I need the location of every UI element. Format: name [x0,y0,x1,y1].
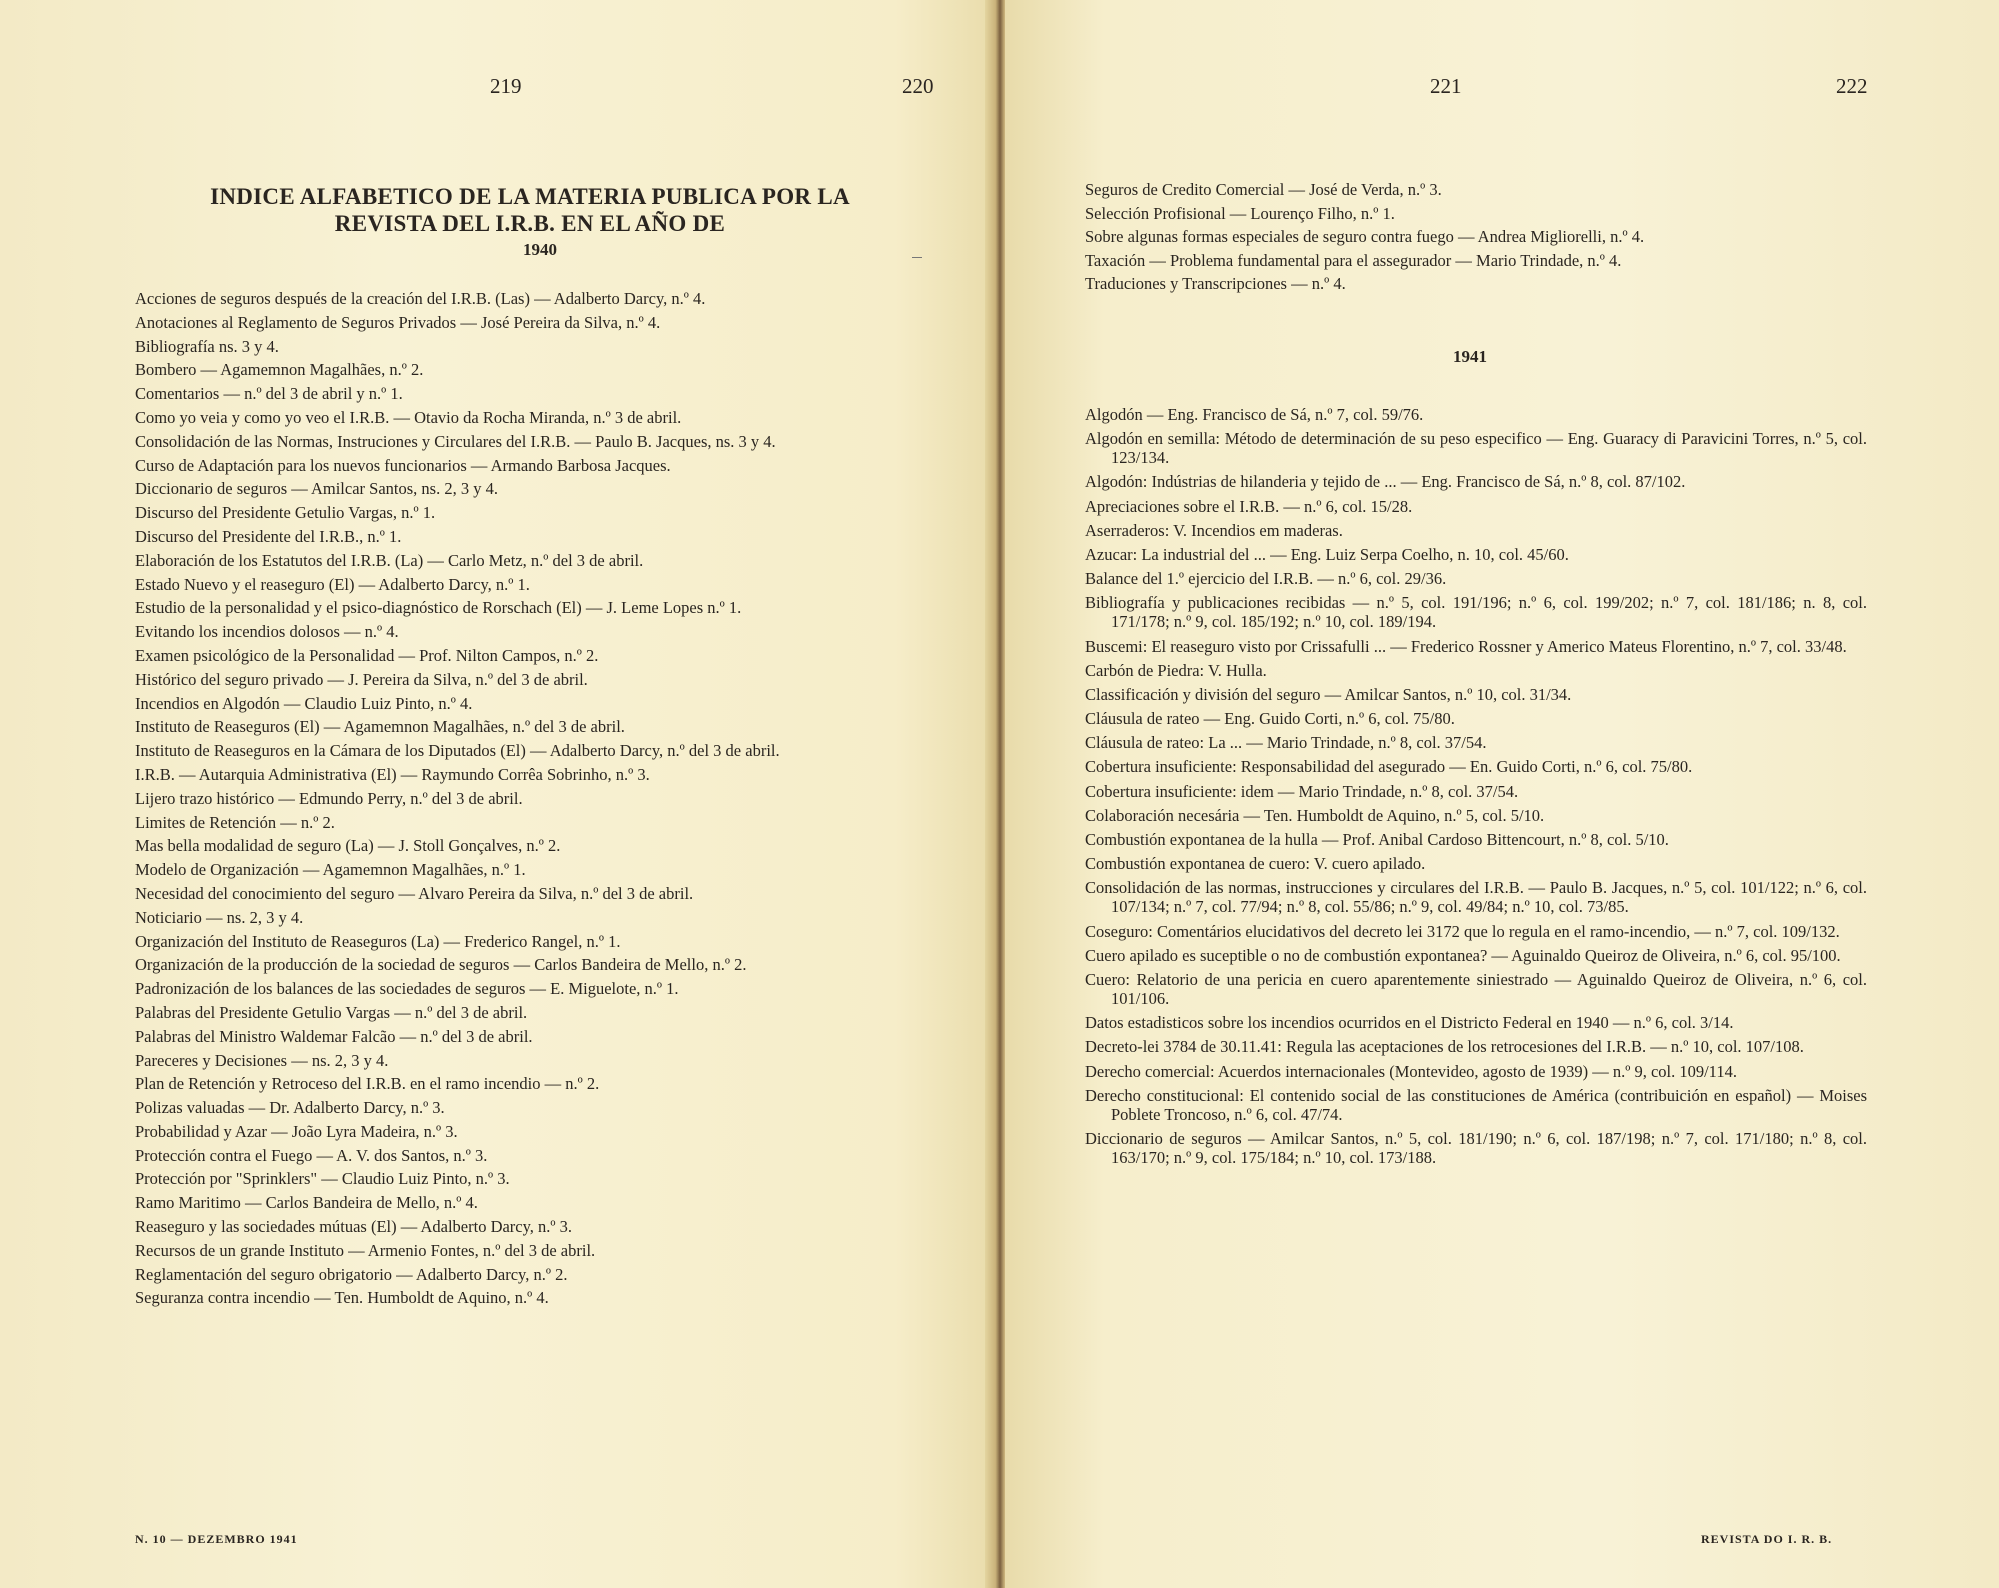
index-entry: Cláusula de rateo: La ... — Mario Trindade, n.º 8, col. 37/54. [1085,733,1487,753]
index-entry: Palabras del Presidente Getulio Vargas — n.º del 3 de abril. [135,1002,528,1022]
index-entry: Plan de Retención y Retroceso del I.R.B. en el ramo incendio — n.º 2. [135,1074,600,1094]
footer-issue: N. 10 — DEZEMBRO 1941 [135,1532,298,1546]
page-number-219: 219 [490,74,522,98]
index-entry: Algodón: Indústrias de hilanderia y tejido de ... — Eng. Francisco de Sá, n.º 8, col. 87/102. [1085,472,1686,492]
index-entry: Histórico del seguro privado — J. Pereira da Silva, n.º del 3 de abril. [135,669,588,689]
index-entry: Aserraderos: V. Incendios em maderas. [1085,520,1343,540]
index-entry: Seguros de Credito Comercial — José de Verda, n.º 3. [1085,180,1442,199]
index-entry: Combustión expontanea de cuero: V. cuero apilado. [1085,854,1426,874]
index-entry: Palabras del Ministro Waldemar Falcão — n.º del 3 de abril. [135,1026,533,1046]
index-entry: Classificación y división del seguro — Amilcar Santos, n.º 10, col. 31/34. [1085,684,1572,704]
index-entry: Curso de Adaptación para los nuevos funcionarios — Armando Barbosa Jacques. [135,455,671,475]
index-entry: Organización de la producción de la sociedad de seguros — Carlos Bandeira de Mello, n.º 2. [135,955,747,975]
index-entry: Protección contra el Fuego — A. V. dos Santos, n.º 3. [135,1145,488,1165]
index-title [150,183,910,237]
index-entry: Necesidad del conocimiento del seguro — Alvaro Pereira da Silva, n.º del 3 de abril. [135,883,694,903]
left-page [0,0,995,1588]
index-entry: Cuero: Relatorio de una pericia en cuero aparentemente siniestrado — Aguinaldo Queiroz de Oliveira, n.º 6, col. 101/106. [1085,969,1867,1008]
index-entry: Protección por "Sprinklers" — Claudio Luiz Pinto, n.º 3. [135,1169,510,1189]
page-number-221: 221 [1430,74,1462,98]
footer-journal: REVISTA DO I. R. B. [1701,1532,1833,1546]
index-entry: Estado Nuevo y el reaseguro (El) — Adalberto Darcy, n.º 1. [135,574,530,594]
index-entry: Buscemi: El reaseguro visto por Crissafulli ... — Frederico Rossner y Americo Mateus Florentino, n.º 7, col. 33/48. [1085,636,1847,656]
index-entry: Cláusula de rateo — Eng. Guido Corti, n.º 6, col. 75/80. [1085,709,1455,729]
index-entry: Decreto-lei 3784 de 30.11.41: Regula las aceptaciones de los retrocesiones del I.R.B. — n.º 10, col. 107/108. [1085,1037,1804,1057]
index-entry: Instituto de Reaseguros en la Cámara de los Diputados (El) — Adalberto Darcy, n.º del 3 de abril. [135,741,780,761]
index-entry: Reglamentación del seguro obrigatorio — Adalberto Darcy, n.º 2. [135,1264,568,1284]
index-title-line-1: INDICE ALFABETICO DE LA MATERIA PUBLICA POR LA [210,184,850,209]
index-entry: Coseguro: Comentários elucidativos del decreto lei 3172 que lo regula en el ramo-incendio, — n.º 7, col. 109/132. [1085,921,1840,941]
index-entry: Acciones de seguros después de la creación del I.R.B. (Las) — Adalberto Darcy, n.º 4. [135,289,706,308]
index-entry: Carbón de Piedra: V. Hulla. [1085,660,1267,680]
index-entry: Elaboración de los Estatutos del I.R.B. (La) — Carlo Metz, n.º del 3 de abril. [135,550,644,570]
index-entry: Sobre algunas formas especiales de seguro contra fuego — Andrea Migliorelli, n.º 4. [1085,227,1645,246]
index-entry: Probabilidad y Azar — João Lyra Madeira, n.º 3. [135,1121,458,1141]
index-entry: Padronización de los balances de las sociedades de seguros — E. Miguelote, n.º 1. [135,979,679,999]
index-entry: Recursos de un grande Instituto — Armenio Fontes, n.º del 3 de abril. [135,1240,596,1260]
index-entry: Incendios en Algodón — Claudio Luiz Pinto, n.º 4. [135,693,473,713]
index-entry: Bombero — Agamemnon Magalhães, n.º 2. [135,360,424,380]
index-entry: Discurso del Presidente del I.R.B., n.º 1. [135,526,402,546]
index-entry: Polizas valuadas — Dr. Adalberto Darcy, n.º 3. [135,1098,445,1118]
index-entry: I.R.B. — Autarquia Administrativa (El) — Raymundo Corrêa Sobrinho, n.º 3. [135,764,650,784]
index-entry: Reaseguro y las sociedades mútuas (El) — Adalberto Darcy, n.º 3. [135,1217,573,1237]
right-page [1005,0,1999,1588]
index-entry: Lijero trazo histórico — Edmundo Perry, n.º del 3 de abril. [135,788,523,808]
index-entry: Azucar: La industrial del ... — Eng. Luiz Serpa Coelho, n. 10, col. 45/60. [1085,544,1569,564]
index-entry: Datos estadisticos sobre los incendios ocurridos en el Districto Federal en 1940 — n.º 6, col. 3/14. [1085,1013,1734,1033]
index-entry: Discurso del Presidente Getulio Vargas, n.º 1. [135,503,436,523]
index-entry: Diccionario de seguros — Amilcar Santos, ns. 2, 3 y 4. [135,479,498,499]
page-number-222: 222 [1836,74,1868,98]
index-entry: Consolidación de las normas, instrucciones y circulares del I.R.B. — Paulo B. Jacques, n.º 5, col. 101/122; n.º 6, col. 107/134; n.º 7, col. 77/94; n.º 8, col. 55/86; n.º 9, col. 49/84; n.º 10, col. 73/85. [1085,878,1867,917]
index-entry: Derecho constitucional: El contenido social de las constituciones de América (contribuición en español) — Moises Poblete Troncoso, n.º 6, col. 47/74. [1085,1085,1867,1124]
index-entry: Consolidación de las Normas, Instruciones y Circulares del I.R.B. — Paulo B. Jacques, ns. 3 y 4. [135,431,776,451]
year-heading-1940: 1940 [523,240,557,259]
index-entry: Diccionario de seguros — Amilcar Santos, n.º 5, col. 181/190; n.º 6, col. 187/198; n.º 7, col. 171/180; n.º 8, col. 163/170; n.º 9, col. 175/184; n.º 10, col. 173/188. [1085,1128,1867,1167]
index-entry: Apreciaciones sobre el I.R.B. — n.º 6, col. 15/28. [1085,496,1413,516]
index-list-1940-continued [1085,180,1867,298]
index-entry: Cobertura insuficiente: idem — Mario Trindade, n.º 8, col. 37/54. [1085,781,1519,801]
index-entry: Como yo veia y como yo veo el I.R.B. — Otavio da Rocha Miranda, n.º 3 de abril. [135,407,682,427]
index-entry: Algodón — Eng. Francisco de Sá, n.º 7, col. 59/76. [1085,405,1424,424]
index-entry: Traduciones y Transcripciones — n.º 4. [1085,274,1346,293]
index-entry: Anotaciones al Reglamento de Seguros Privados — José Pereira da Silva, n.º 4. [135,312,661,332]
index-entry: Examen psicológico de la Personalidad — Prof. Nilton Campos, n.º 2. [135,645,599,665]
index-list-1940 [135,289,920,1312]
index-entry: Seguranza contra incendio — Ten. Humboldt de Aquino, n.º 4. [135,1288,549,1308]
index-entry: Bibliografía y publicaciones recibidas — n.º 5, col. 191/196; n.º 6, col. 199/202; n.º 7, col. 181/186; n. 8, col. 171/178; n.º 9, col. 185/192; n.º 10, col. 189/194. [1085,593,1867,632]
index-entry: Evitando los incendios dolosos — n.º 4. [135,622,399,642]
page-number-220: 220 [902,74,934,98]
decorative-dash [912,257,922,258]
index-list-1941 [1085,405,1867,1172]
index-entry: Ramo Maritimo — Carlos Bandeira de Mello, n.º 4. [135,1193,478,1213]
index-entry: Bibliografía ns. 3 y 4. [135,336,279,356]
index-entry: Derecho comercial: Acuerdos internacionales (Montevideo, agosto de 1939) — n.º 9, col. 109/114. [1085,1061,1737,1081]
index-entry: Modelo de Organización — Agamemnon Magalhães, n.º 1. [135,860,526,880]
index-entry: Algodón en semilla: Método de determinación de su peso especifico — Eng. Guaracy di Paravicini Torres, n.º 5, col. 123/134. [1085,429,1867,468]
index-entry: Comentarios — n.º del 3 de abril y n.º 1. [135,384,403,404]
year-heading-1941: 1941 [1453,347,1487,366]
index-entry: Instituto de Reaseguros (El) — Agamemnon Magalhães, n.º del 3 de abril. [135,717,625,737]
index-entry: Balance del 1.º ejercicio del I.R.B. — n.º 6, col. 29/36. [1085,569,1447,589]
index-title-line-2: REVISTA DEL I.R.B. EN EL AÑO DE [334,211,726,236]
index-entry: Pareceres y Decisiones — ns. 2, 3 y 4. [135,1050,389,1070]
index-entry: Taxación — Problema fundamental para el assegurador — Mario Trindade, n.º 4. [1085,250,1622,270]
index-entry: Colaboración necesária — Ten. Humboldt de Aquino, n.º 5, col. 5/10. [1085,805,1545,825]
index-entry: Cobertura insuficiente: Responsabilidad del asegurado — En. Guido Corti, n.º 6, col. 75/80. [1085,757,1693,777]
index-entry: Organización del Instituto de Reaseguros (La) — Frederico Rangel, n.º 1. [135,931,621,951]
index-entry: Limites de Retención — n.º 2. [135,812,335,832]
index-entry: Cuero apilado es suceptible o no de combustión expontanea? — Aguinaldo Queiroz de Oliveira, n.º 6, col. 95/100. [1085,945,1841,965]
index-entry: Estudio de la personalidad y el psico-diagnóstico de Rorschach (El) — J. Leme Lopes n.º 1. [135,598,742,618]
index-entry: Selección Profisional — Lourenço Filho, n.º 1. [1085,203,1395,223]
index-entry: Noticiario — ns. 2, 3 y 4. [135,907,304,927]
index-entry: Combustión expontanea de la hulla — Prof. Anibal Cardoso Bittencourt, n.º 8, col. 5/10. [1085,830,1669,849]
index-entry: Mas bella modalidad de seguro (La) — J. Stoll Gonçalves, n.º 2. [135,836,561,856]
